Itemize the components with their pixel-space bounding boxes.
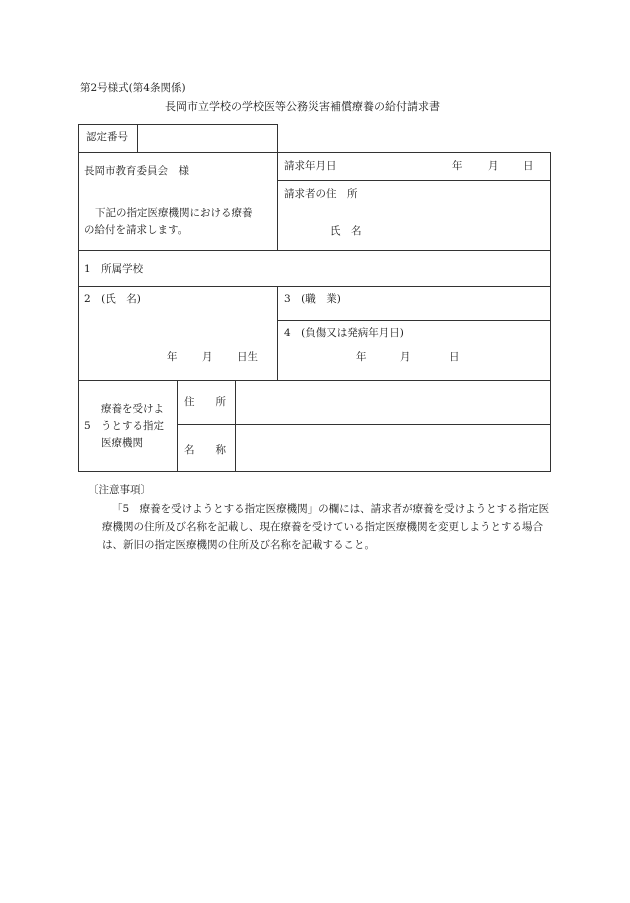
rule	[78, 124, 278, 125]
notes-body: 「5 療養を受けようとする指定医療機関」の欄には、請求者が療養を受けようとする指定医療機関の住所及び名称を記載し、現在療養を受けている指定医療機関を変更しようとする場合は、新旧の指定医療機関の住所及び名称を記載すること。	[102, 503, 550, 551]
rule	[178, 424, 551, 425]
rule	[78, 471, 551, 472]
injury-month: 月	[400, 351, 411, 363]
rule	[277, 124, 278, 251]
institution-label-line3: 医療機関	[101, 437, 143, 449]
injury-date-label: 4 (負傷又は発病年月日)	[284, 327, 404, 339]
rule	[278, 180, 551, 181]
birth-day: 日生	[237, 351, 258, 363]
rule	[277, 286, 278, 380]
rule	[137, 124, 138, 152]
rule	[550, 152, 551, 472]
school-label: 1 所属学校	[84, 263, 144, 275]
name-label: 2 (氏 名)	[84, 293, 141, 305]
rule	[78, 152, 551, 153]
form-number-label: 第2号様式(第4条関係)	[80, 82, 186, 94]
request-text-line1: 下記の指定医療機関における療養	[95, 207, 253, 219]
rule	[235, 380, 236, 472]
institution-label-line1: 療養を受けよ	[101, 403, 164, 415]
request-text-line2: の給付を請求します。	[84, 224, 189, 236]
document-title: 長岡市立学校の学校医等公務災害補償療養の給付請求書	[165, 100, 440, 113]
rule	[78, 286, 551, 287]
cert-number-field[interactable]	[139, 126, 275, 150]
rule	[177, 380, 178, 472]
requester-name-label: 氏 名	[330, 225, 362, 237]
cert-number-label: 認定番号	[86, 131, 128, 143]
addressee: 長岡市教育委員会 様	[84, 165, 189, 177]
rule	[78, 250, 551, 251]
rule	[78, 124, 79, 472]
birth-year: 年	[167, 351, 178, 363]
institution-label-line2: うとする指定	[101, 420, 164, 432]
institution-address-label: 住 所	[184, 396, 226, 408]
request-date-label: 請求年月日	[284, 160, 337, 172]
injury-year: 年	[356, 351, 367, 363]
institution-number: 5	[84, 420, 91, 432]
request-date-month: 月	[488, 160, 499, 172]
rule	[78, 380, 551, 381]
request-date-year: 年	[452, 160, 463, 172]
requester-address-label: 請求者の住 所	[284, 188, 358, 200]
birth-month: 月	[202, 351, 213, 363]
rule	[278, 320, 551, 321]
injury-day: 日	[449, 351, 460, 363]
occupation-label: 3 (職 業)	[284, 293, 341, 305]
institution-name-label: 名 称	[184, 444, 226, 456]
request-date-day: 日	[523, 160, 534, 172]
notes-heading: 〔注意事項〕	[88, 484, 151, 496]
